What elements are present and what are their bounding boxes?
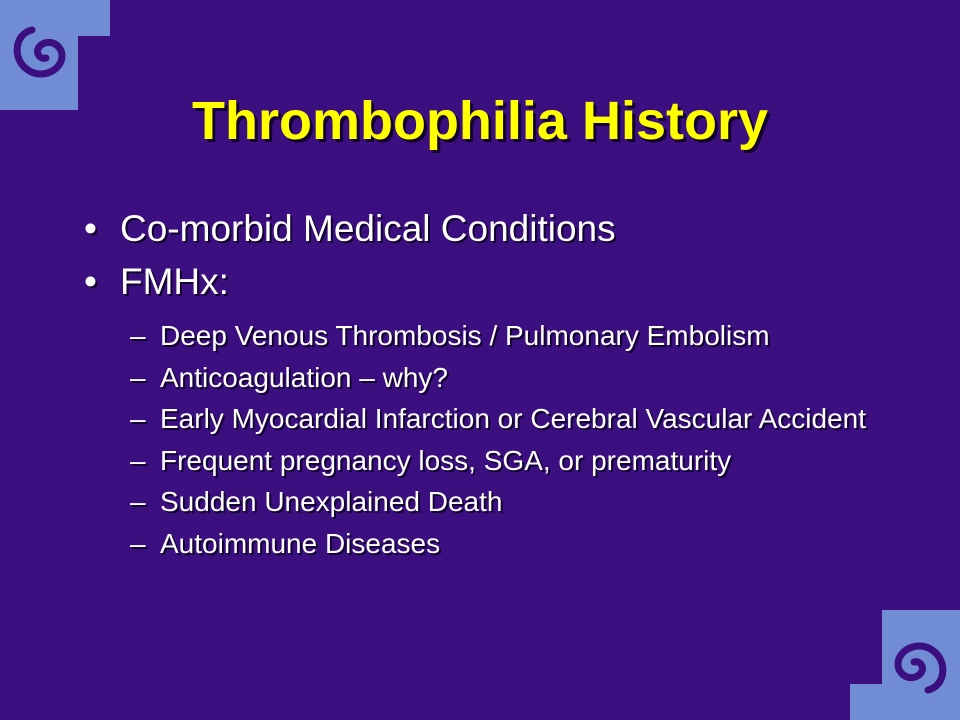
sub-bullet-item: [130, 402, 884, 436]
sub-bullet-item: [130, 444, 884, 478]
sub-bullet-text: Sudden Unexplained Death: [160, 486, 503, 518]
dash-marker: –: [130, 403, 146, 435]
bullet-marker: •: [84, 208, 97, 249]
bullet-marker: •: [84, 260, 97, 302]
sub-bullet-item: [130, 527, 884, 561]
slide-title: Thrombophilia History: [191, 91, 769, 151]
dash-marker: –: [130, 361, 146, 393]
sub-bullet-text: Frequent pregnancy loss, SGA, or prematurity: [160, 444, 732, 476]
corner-spiral-bottom-right-icon: [840, 610, 960, 720]
bullet-item: [84, 261, 884, 304]
sub-bullet-item: [130, 361, 884, 395]
sub-bullet-item: [130, 319, 884, 353]
dash-marker: –: [130, 320, 146, 352]
slide-content: [84, 208, 884, 569]
sub-bullet-item: [130, 485, 884, 519]
sub-bullet-text: Deep Venous Thrombosis / Pulmonary Embolism: [160, 320, 770, 352]
bullet-text: Co-morbid Medical Conditions: [120, 208, 616, 249]
bullet-item: [84, 208, 884, 251]
dash-marker: –: [130, 486, 146, 518]
dash-marker: –: [130, 528, 146, 560]
sub-bullet-text: Early Myocardial Infarction or Cerebral Vascular Accident: [160, 403, 867, 435]
sub-bullet-text: Anticoagulation – why?: [160, 361, 448, 393]
sub-bullet-text: Autoimmune Diseases: [160, 528, 441, 560]
bullet-text: FMHx:: [120, 260, 229, 302]
dash-marker: –: [130, 444, 146, 476]
